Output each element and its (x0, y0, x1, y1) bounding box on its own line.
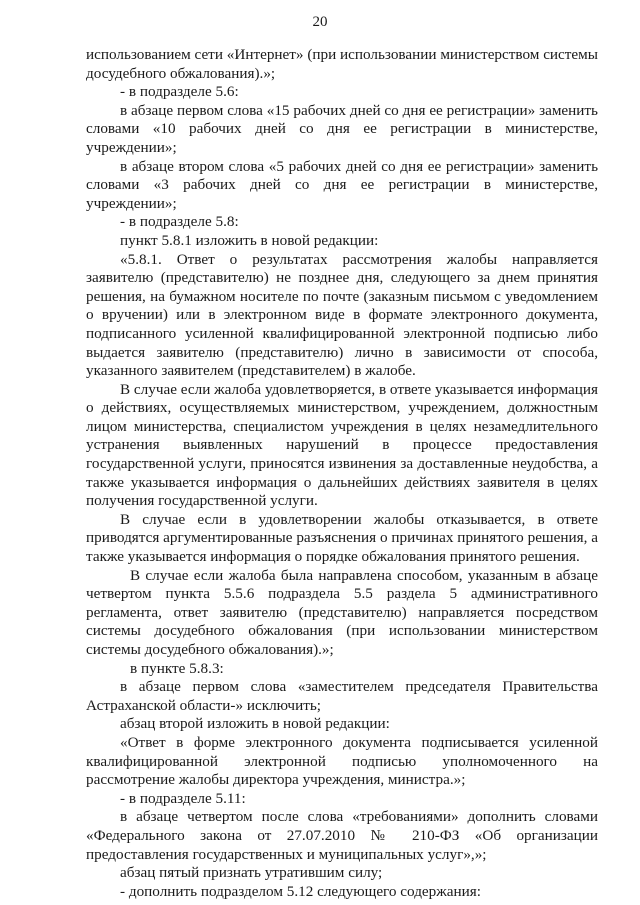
page-number: 20 (312, 14, 328, 30)
paragraph: в пункте 5.8.3: (130, 659, 224, 677)
paragraph: - дополнить подразделом 5.12 следующего содержания: (120, 882, 481, 900)
paragraph: - в подразделе 5.6: (120, 83, 239, 101)
paragraph: В случае если жалоба была направлена способом, указанным в абзаце четвертом пункта 5.5.6 подраздела 5.5 раздела 5 административного регламента, ответ заявителю (представителю) направляется посредством системы досудебного обжалования (при использовании министерством системы досудебного обжалования).»; (86, 566, 598, 658)
paragraph: пункт 5.8.1 изложить в новой редакции: (120, 231, 379, 249)
paragraph: в абзаце втором слова «5 рабочих дней со дня ее регистрации» заменить словами «3 рабочих дней со дня ее регистрации в министерстве, учреждении»; (86, 157, 598, 212)
paragraph: абзац второй изложить в новой редакции: (120, 715, 390, 733)
paragraph: в абзаце четвертом после слова «требованиями» дополнить словами «Федерального закона от 27.07.2010 № 210-ФЗ «Об организации предоставления государственных и муниципальных услуг»,»; (86, 808, 598, 863)
paragraph: - в подразделе 5.8: (120, 213, 239, 231)
paragraph: «5.8.1. Ответ о результатах рассмотрения жалобы направляется заявителю (представителю) не позднее дня, следующего за днем принятия решения, на бумажном носителе по почте (заказным письмом с уведомлением о вручении) или в электронном виде в формате электронного документа, подписанного усиленной квалифицированной электронной подписью либо выдается заявителю (представителю) лично в зависимости от способа, указанного заявителем (представителем) в жалобе. (86, 250, 598, 380)
paragraph: в абзаце первом слова «заместителем председателя Правительства Астраханской области-» исключить; (86, 678, 598, 714)
paragraph: в абзаце первом слова «15 рабочих дней со дня ее регистрации» заменить словами «10 рабочих дней со дня ее регистрации в министерстве, учреждении»; (86, 101, 598, 156)
paragraph: абзац пятый признать утратившим силу; (120, 864, 383, 882)
paragraph: - в подразделе 5.11: (120, 789, 246, 807)
paragraph: использованием сети «Интернет» (при использовании министерством системы досудебного обжалования).»; (86, 46, 598, 82)
document-body (86, 46, 598, 901)
paragraph: В случае если в удовлетворении жалобы отказывается, в ответе приводятся аргументированные разъяснения о причинах принятого решения, а также указывается информация о порядке обжалования принятого решения. (86, 510, 598, 566)
paragraph: «Ответ в форме электронного документа подписывается усиленной квалифицированной электронной подписью уполномоченного на рассмотрение жалобы директора учреждения, министра.»; (86, 733, 598, 789)
paragraph: В случае если жалоба удовлетворяется, в ответе указывается информация о действиях, осуществляемых министерством, учреждением, должностным лицом министерства, специалистом учреждения в целях незамедлительного устранения выявленных нарушений в процессе предоставления государственной услуги, приносятся извинения за доставленные неудобства, а также указывается информация о дальнейших действиях заявителя в целях получения государственной услуги. (86, 380, 598, 510)
